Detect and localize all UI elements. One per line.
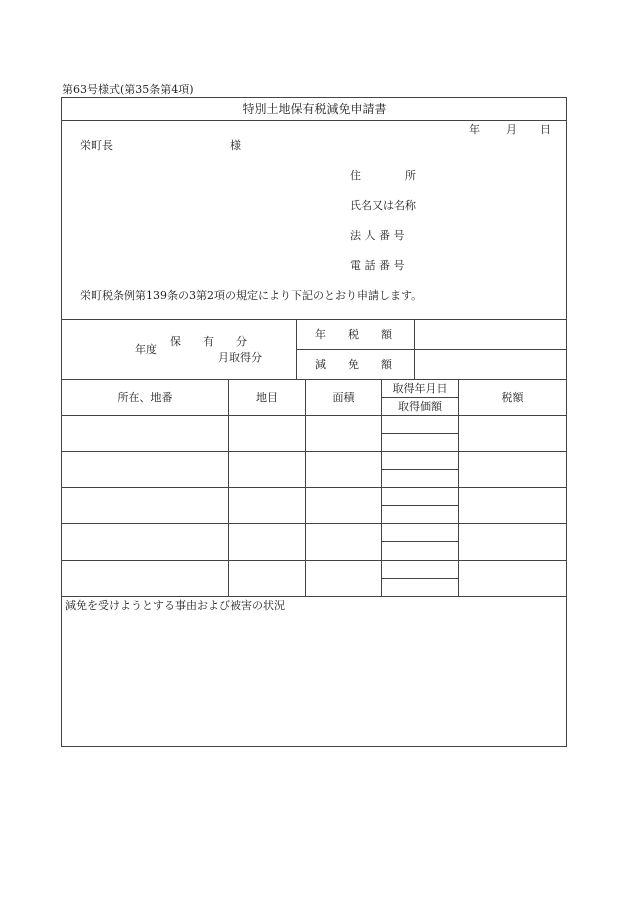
address-field[interactable]: [425, 166, 560, 184]
tax-amount-cell[interactable]: [459, 452, 566, 487]
divider: [381, 433, 458, 434]
acquired-date-cell[interactable]: [382, 561, 458, 578]
acquired-price-cell[interactable]: [382, 470, 458, 487]
address-label: 住 所: [350, 169, 416, 182]
acquired-price-cell[interactable]: [382, 434, 458, 451]
corporate-number-label: 法 人 番 号: [350, 229, 405, 242]
acquired-date-cell[interactable]: [382, 452, 458, 469]
reason-label: 減免を受けようとする事由および被害の状況: [65, 599, 285, 612]
divider: [61, 379, 567, 380]
form-title: 特別土地保有税減免申請書: [242, 102, 387, 116]
divider: [61, 120, 567, 121]
name-field[interactable]: [425, 196, 560, 214]
acquired-price-cell[interactable]: [382, 542, 458, 559]
exemption-amount-label: 減 免 額: [315, 358, 392, 371]
addressee-honorific: 様: [230, 139, 241, 152]
date-month-label: 月: [506, 123, 517, 136]
area-cell[interactable]: [306, 488, 381, 523]
divider: [381, 397, 458, 398]
date-day-label: 日: [540, 123, 551, 136]
area-header: 面積: [332, 391, 355, 404]
acquired-date-cell[interactable]: [382, 524, 458, 541]
area-cell[interactable]: [306, 416, 381, 451]
reason-field[interactable]: [62, 616, 566, 746]
name-label: 氏名又は名称: [350, 199, 416, 212]
tax-amount-header: 税額: [501, 391, 524, 404]
tax-amount-cell[interactable]: [459, 561, 566, 596]
fiscal-year-field[interactable]: [62, 320, 296, 379]
annual-tax-label: 年 税 額: [315, 328, 392, 341]
location-cell[interactable]: [62, 416, 228, 451]
area-cell[interactable]: [306, 561, 381, 596]
corporate-number-field[interactable]: [425, 226, 560, 244]
divider: [381, 469, 458, 470]
location-cell[interactable]: [62, 488, 228, 523]
fiscal-year-label: 年度: [135, 343, 157, 356]
land-category-cell[interactable]: [229, 561, 305, 596]
tax-amount-cell[interactable]: [459, 416, 566, 451]
phone-field[interactable]: [425, 256, 560, 274]
holding-label: 保 有 分: [170, 335, 247, 348]
land-category-cell[interactable]: [229, 488, 305, 523]
divider: [381, 541, 458, 542]
annual-tax-field[interactable]: [415, 320, 566, 348]
divider: [381, 505, 458, 506]
location-cell[interactable]: [62, 561, 228, 596]
land-category-cell[interactable]: [229, 416, 305, 451]
area-cell[interactable]: [306, 452, 381, 487]
acquired-date-header: 取得年月日: [392, 382, 448, 395]
location-cell[interactable]: [62, 524, 228, 559]
acquisition-label: 月取得分: [218, 351, 262, 364]
tax-amount-cell[interactable]: [459, 488, 566, 523]
phone-label: 電 話 番 号: [350, 259, 405, 272]
acquired-price-cell[interactable]: [382, 579, 458, 596]
form-number: 第63号様式(第35条第4項): [62, 83, 194, 96]
land-category-header: 地目: [256, 391, 278, 404]
acquired-date-cell[interactable]: [382, 416, 458, 433]
acquired-price-header: 取得価額: [398, 400, 442, 413]
exemption-amount-field[interactable]: [415, 350, 566, 378]
location-cell[interactable]: [62, 452, 228, 487]
acquired-price-cell[interactable]: [382, 506, 458, 523]
divider: [381, 578, 458, 579]
tax-amount-cell[interactable]: [459, 524, 566, 559]
land-category-cell[interactable]: [229, 452, 305, 487]
application-statement: 栄町税条例第139条の3第2項の規定により下記のとおり申請します。: [80, 289, 423, 302]
acquired-date-cell[interactable]: [382, 488, 458, 505]
date-year-label: 年: [469, 123, 480, 136]
area-cell[interactable]: [306, 524, 381, 559]
location-header: 所在、地番: [117, 391, 173, 404]
land-category-cell[interactable]: [229, 524, 305, 559]
divider: [61, 596, 567, 597]
addressee: 栄町長: [80, 139, 113, 152]
